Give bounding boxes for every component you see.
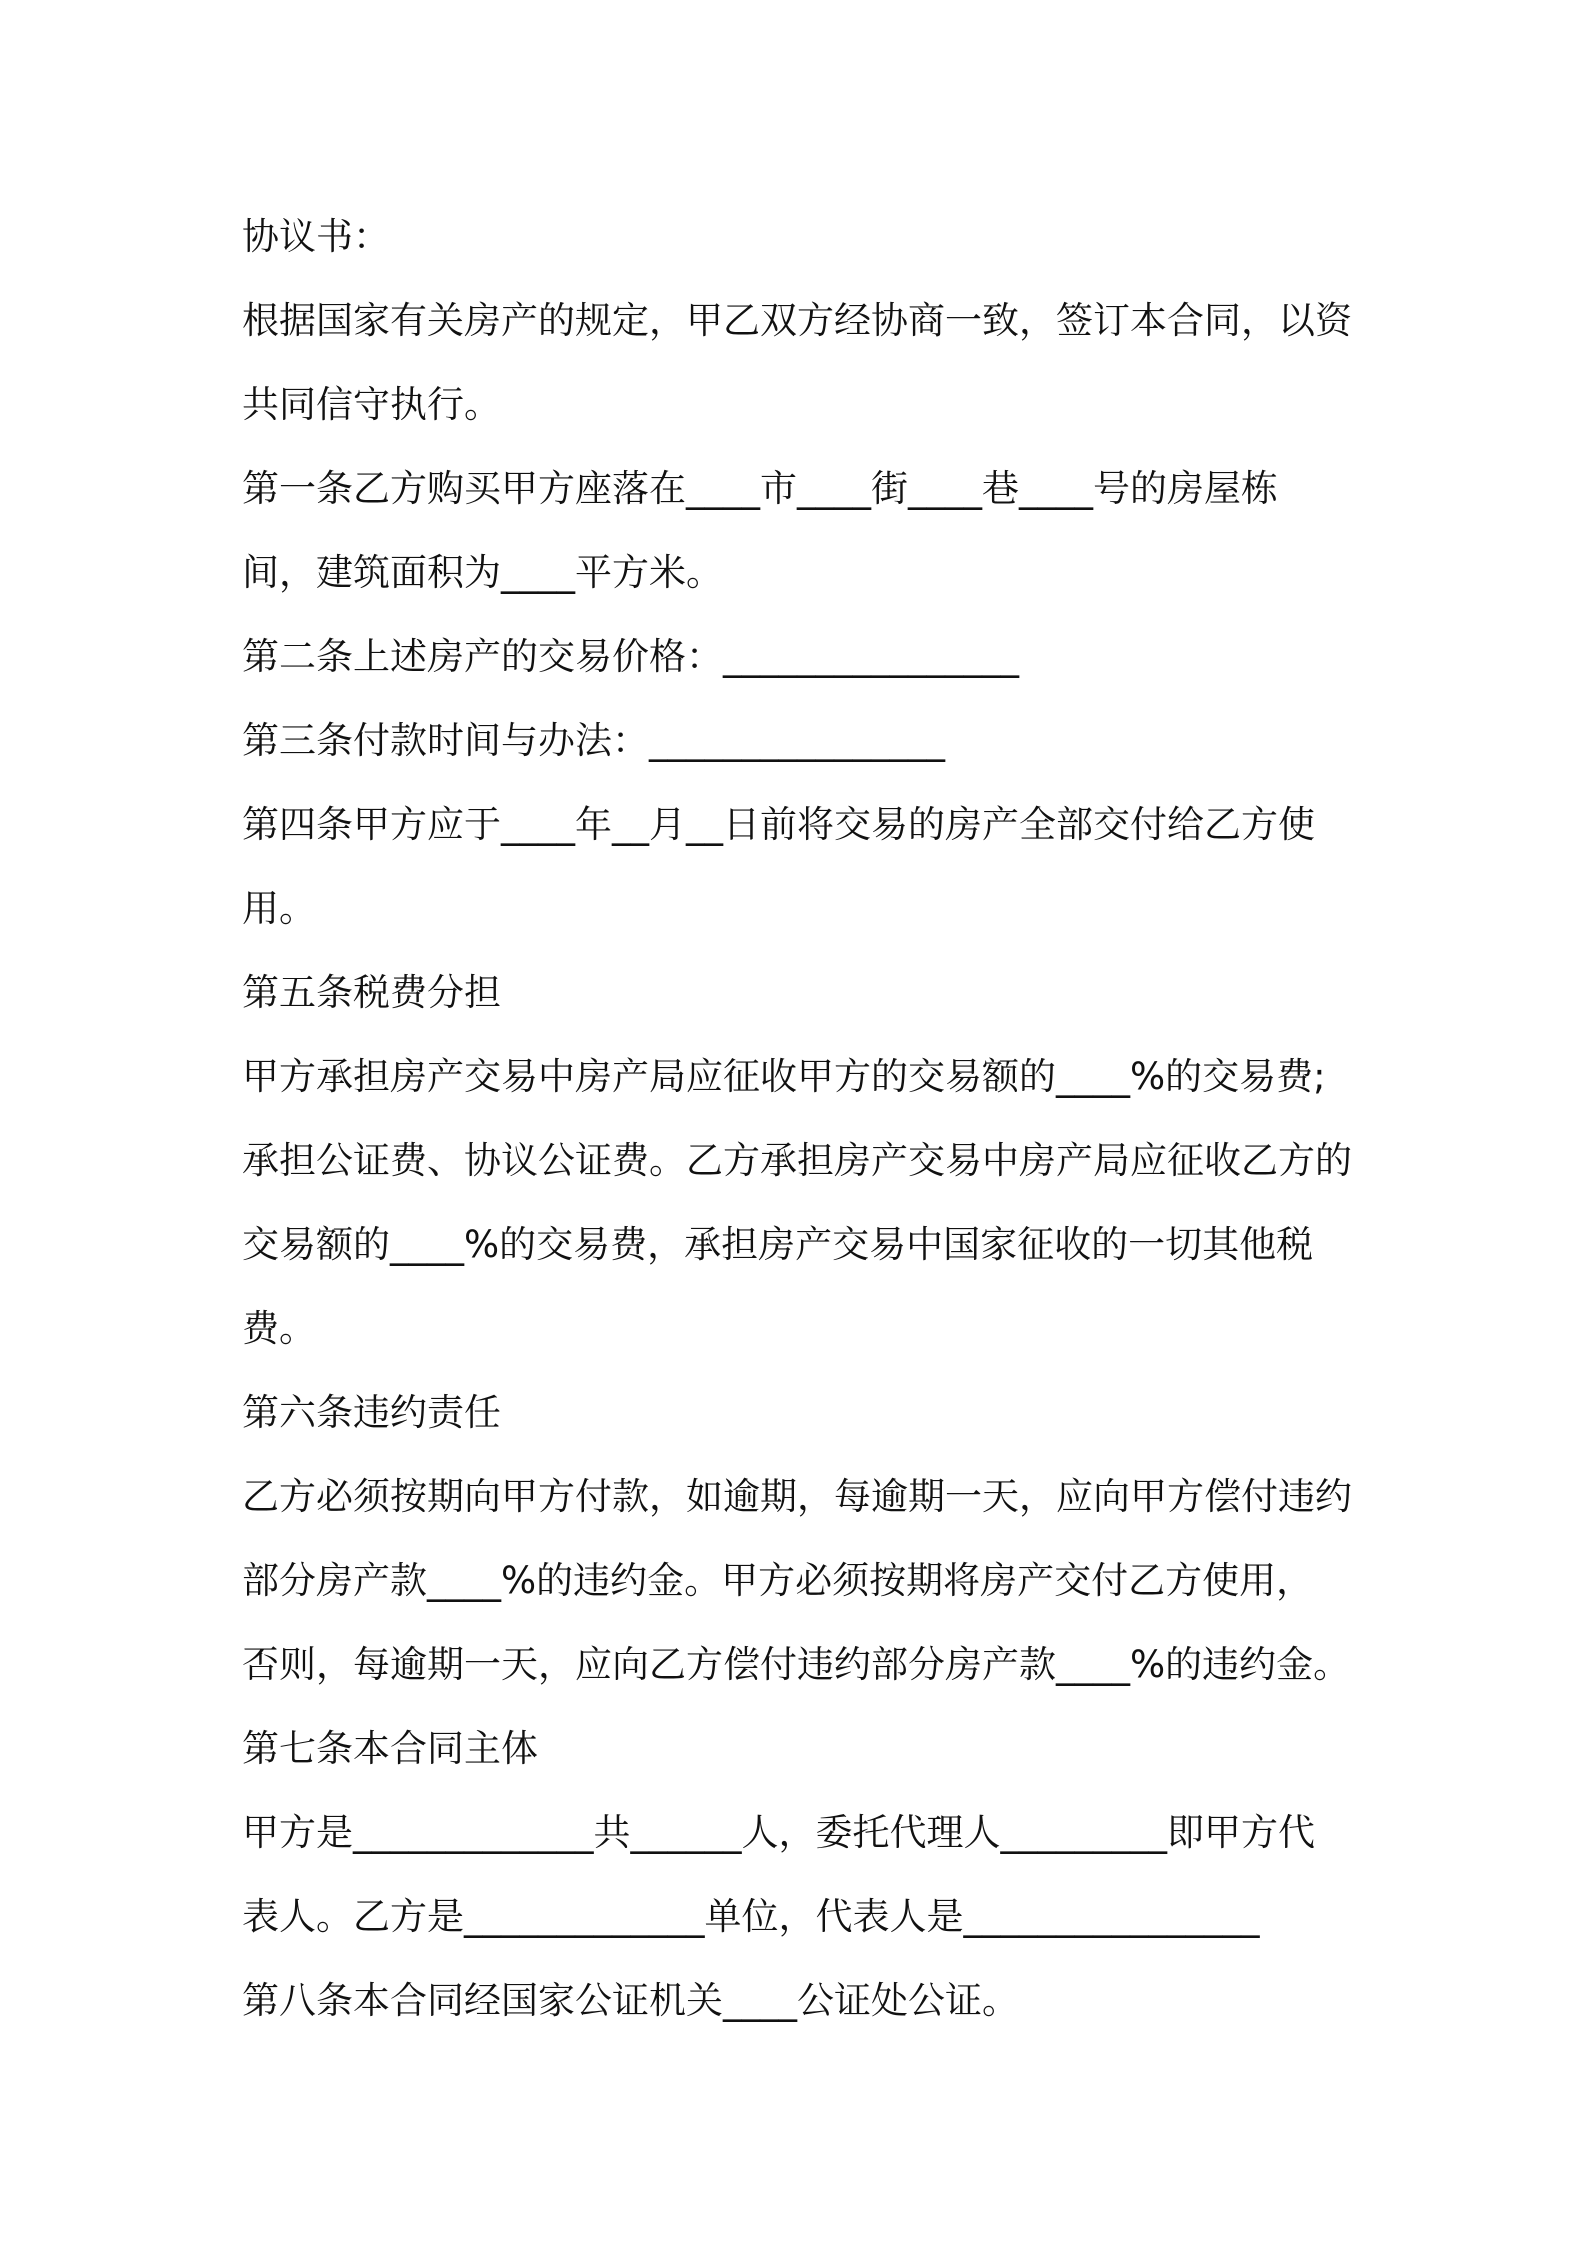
article-4-line-2: 用。 [242, 887, 316, 930]
article-8-line: 第八条本合同经国家公证机关____公证处公证。 [242, 1979, 1019, 2022]
document-body [242, 195, 1357, 2043]
article-7-line-2: 表人。乙方是_____________单位，代表人是________________ [242, 1895, 1260, 1938]
article-3-line: 第三条付款时间与办法：________________ [242, 719, 945, 762]
article-7-line-1: 甲方是_____________共______人，委托代理人_________即甲方代 [242, 1811, 1315, 1854]
article-7-heading: 第七条本合同主体 [242, 1727, 538, 1770]
article-1-line-1: 第一条乙方购买甲方座落在____市____街____巷____号的房屋栋 [242, 467, 1278, 510]
article-5-heading: 第五条税费分担 [242, 971, 501, 1014]
preamble-line-1: 根据国家有关房产的规定，甲乙双方经协商一致，签订本合同，以资 [242, 299, 1352, 342]
preamble-line-2: 共同信守执行。 [242, 383, 501, 426]
article-6-line-1: 乙方必须按期向甲方付款，如逾期，每逾期一天，应向甲方偿付违约 [242, 1475, 1352, 1518]
article-5-line-4: 费。 [242, 1307, 316, 1350]
article-6-heading: 第六条违约责任 [242, 1391, 501, 1434]
article-5-line-1: 甲方承担房产交易中房产局应征收甲方的交易额的____%的交易费; [242, 1055, 1326, 1098]
article-4-line-1: 第四条甲方应于____年__月__日前将交易的房产全部交付给乙方使 [242, 803, 1315, 846]
article-5-line-3: 交易额的____%的交易费，承担房产交易中国家征收的一切其他税 [242, 1223, 1314, 1266]
article-6-line-3: 否则，每逾期一天，应向乙方偿付违约部分房产款____%的违约金。 [242, 1643, 1351, 1686]
article-1-line-2: 间，建筑面积为____平方米。 [242, 551, 723, 594]
article-2-line: 第二条上述房产的交易价格：________________ [242, 635, 1019, 678]
heading-agreement: 协议书： [242, 215, 390, 258]
article-6-line-2: 部分房产款____%的违约金。甲方必须按期将房产交付乙方使用， [242, 1559, 1314, 1602]
article-5-line-2: 承担公证费、协议公证费。乙方承担房产交易中房产局应征收乙方的 [242, 1139, 1352, 1182]
